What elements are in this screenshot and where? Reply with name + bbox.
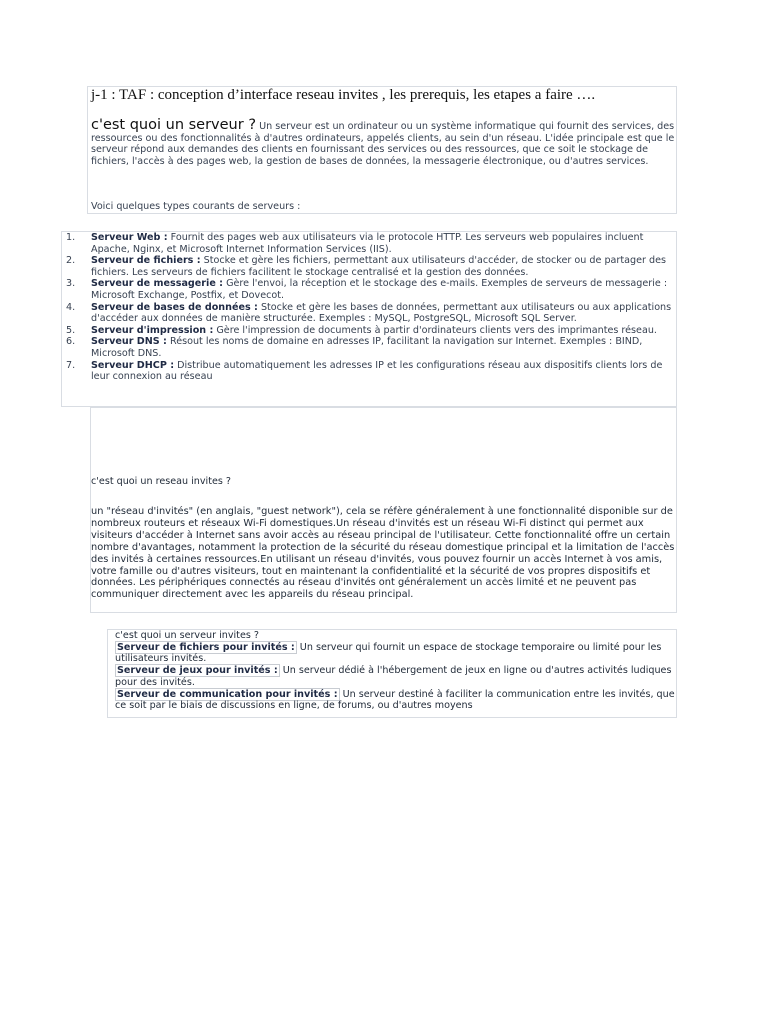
- guest-server-name: Serveur de communication pour invités :: [117, 688, 338, 700]
- server-type-name: Serveur de bases de données :: [91, 301, 258, 313]
- list-number: 1.: [66, 232, 76, 243]
- guest-network-paragraph: un "réseau d'invités" (en anglais, "guest network"), cela se réfère généralement à une fonctionnalité disponible sur de nombreux routeurs et réseaux Wi-Fi domestiques.Un réseau d'invités est un réseau Wi-Fi distinct qui permet aux visiteurs d'accéder à Internet sans avoir accès au réseau principal de l'utilisateur. Cette fonctionnalité offre un certain nombre d'avantages, notamment la protection de la sécurité du réseau domestique principal et la limitation de l'accès des invités à certaines ressources.En utilisant un réseau d'invités, vous pouvez fournir un accès Internet à vos amis, votre famille ou d'autres visiteurs, tout en maintenant la confidentialité et la sécurité de vos propres dispositifs et données. Les périphériques connectés au réseau d'invités ont généralement un accès limité et ne peuvent pas communiquer directement avec les appareils du réseau principal.: [91, 506, 675, 601]
- list-number: 4.: [66, 301, 76, 313]
- server-type-desc: Gère l'impression de documents à partir d'ordinateurs clients vers des imprimantes réseau.: [216, 324, 657, 336]
- server-types-intro: Voici quelques types courants de serveurs :: [91, 201, 301, 212]
- server-type-desc: Résout les noms de domaine en adresses IP, facilitant la navigation sur Internet. Exemples : BIND, Microsoft DNS.: [91, 336, 643, 359]
- server-definition-block: [91, 117, 675, 168]
- server-types-list: [66, 232, 675, 383]
- guest-server-desc: Un serveur dédié à l'hébergement de jeux en ligne ou d'autres activités ludiques pour des invités.: [115, 665, 672, 688]
- server-type-desc: Stocke et gère les bases de données, permettant aux utilisateurs ou aux applications d'accéder aux données de manière structurée. Exemples : MySQL, PostgreSQL, Microsoft SQL Server.: [91, 301, 672, 325]
- guest-server-desc: Un serveur qui fournit un espace de stockage temporaire ou limité pour les utilisateurs invités.: [115, 641, 662, 665]
- list-item: [66, 255, 675, 278]
- server-type-name: Serveur Web :: [91, 232, 168, 243]
- list-item: [66, 324, 675, 337]
- document-title: j-1 : TAF : conception d’interface reseau invites , les prerequis, les etapes a faire ….: [91, 87, 596, 103]
- list-item: [66, 336, 675, 359]
- list-item: [66, 278, 675, 301]
- server-type-desc: Fournit des pages web aux utilisateurs via le protocole HTTP. Les serveurs web populaires incluent Apache, Nginx, et Microsoft Internet Information Services (IIS).: [91, 232, 644, 255]
- list-number: 7.: [66, 359, 76, 371]
- guest-server-desc: Un serveur destiné à faciliter la communication entre les invités, que ce soit par le biais de discussions en ligne, de forums, ou d'autres moyens: [115, 688, 675, 712]
- list-item: [115, 642, 675, 665]
- guest-server-name: Serveur de jeux pour invités :: [117, 665, 278, 677]
- server-question: c'est quoi un serveur ?: [91, 117, 257, 133]
- guest-server-block: [115, 630, 675, 712]
- guest-server-question: c'est quoi un serveur invites ?: [115, 630, 259, 641]
- server-type-name: Serveur d'impression :: [91, 324, 214, 336]
- list-item: [115, 689, 675, 712]
- list-item: [66, 232, 675, 255]
- server-type-desc: Gère l'envoi, la réception et le stockage des e-mails. Exemples de serveurs de messagerie : Microsoft Exchange, Postfix, et Dovecot.: [91, 278, 668, 301]
- server-type-name: Serveur DNS :: [91, 336, 167, 348]
- list-item: [66, 301, 675, 325]
- list-item: [66, 359, 675, 383]
- list-number: 3.: [66, 278, 76, 290]
- guest-server-name: Serveur de fichiers pour invités :: [117, 641, 295, 653]
- server-definition: Un serveur est un ordinateur ou un système informatique qui fournit des services, des ressources ou des fonctionnalités à d'autres ordinateurs, appelés clients, au sein d'un réseau. L'idée principale est que le serveur répond aux demandes des clients en fournissant des services ou des ressources, que ce soit le stockage de fichiers, l'accès à des pages web, la gestion de bases de données, la messagerie électronique, ou d'autres services.: [91, 121, 675, 168]
- list-number: 5.: [66, 324, 76, 336]
- list-number: 2.: [66, 255, 76, 267]
- server-type-name: Serveur DHCP :: [91, 359, 175, 371]
- server-type-name: Serveur de fichiers :: [91, 255, 201, 267]
- list-item: [115, 665, 675, 688]
- server-type-desc: Distribue automatiquement les adresses IP et les configurations réseau aux dispositifs clients lors de leur connexion au réseau: [91, 359, 663, 383]
- list-number: 6.: [66, 336, 76, 348]
- server-type-desc: Stocke et gère les fichiers, permettant aux utilisateurs d'accéder, de stocker ou de partager des fichiers. Les serveurs de fichiers facilitent le stockage centralisé et la gestion des données.: [91, 255, 666, 278]
- guest-network-question: c'est quoi un reseau invites ?: [91, 476, 232, 487]
- server-type-name: Serveur de messagerie :: [91, 278, 223, 290]
